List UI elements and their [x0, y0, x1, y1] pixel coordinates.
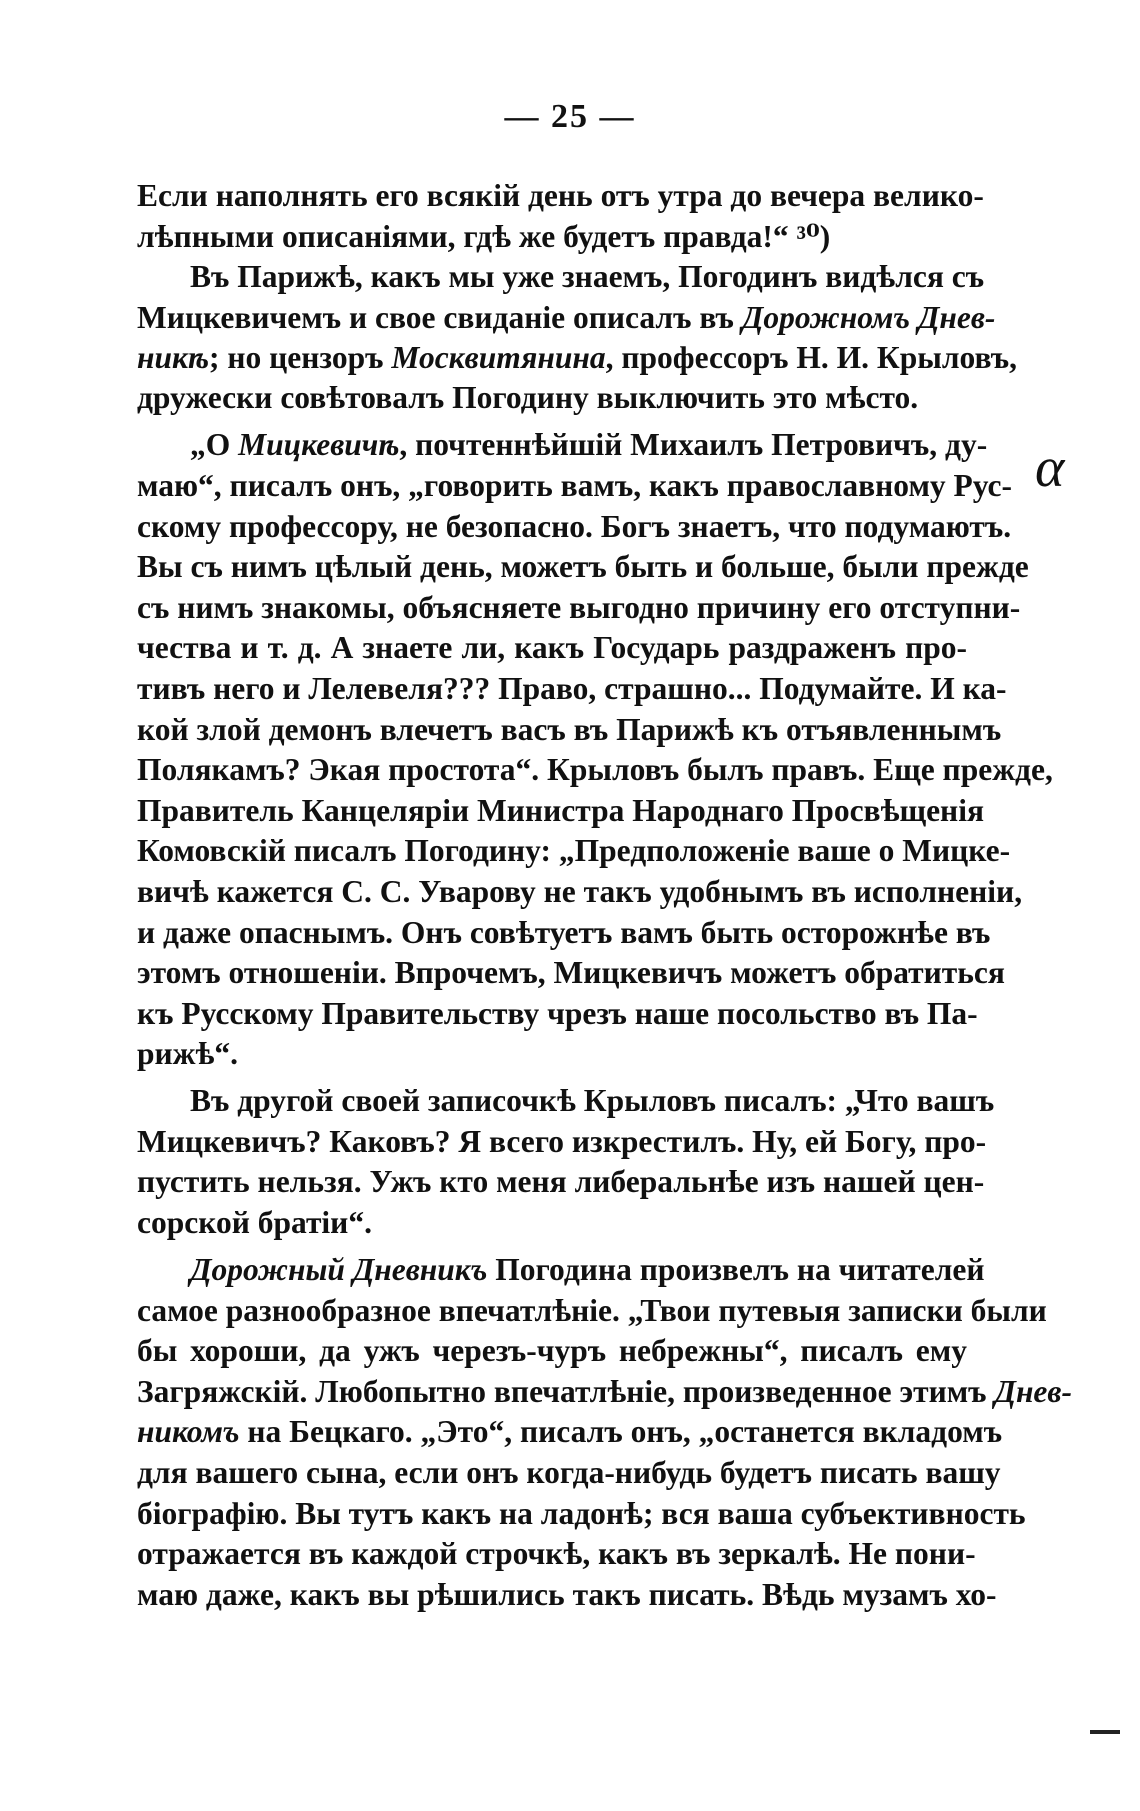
- text-line: Если наполнять его всякій день отъ утра до вечера велико-: [137, 178, 984, 213]
- text-line: тивъ него и Лелевеля??? Право, страшно... Подумайте. И ка-: [137, 671, 1007, 706]
- text-line: никѣ; но цензоръ Москвитянина, профессоръ Н. И. Крыловъ,: [137, 340, 1017, 375]
- text-line: бы хороши, да ужъ черезъ-чуръ небрежны“, писалъ ему: [137, 1333, 967, 1368]
- edge-mark: [1090, 1730, 1120, 1734]
- text-line: Въ Парижѣ, какъ мы уже знаемъ, Погодинъ видѣлся съ: [190, 259, 985, 294]
- text-line: и даже опаснымъ. Онъ совѣтуетъ вамъ быть осторожнѣе въ: [137, 915, 991, 950]
- text-line: сорской братіи“.: [137, 1205, 372, 1240]
- handwritten-margin-mark: α: [1035, 437, 1065, 499]
- page-number: — 25 —: [504, 98, 636, 135]
- text-line: къ Русскому Правительству чрезъ наше посольство въ Па-: [137, 996, 978, 1031]
- text-line: маю“, писалъ онъ, „говорить вамъ, какъ православному Рус-: [137, 468, 1013, 503]
- text-line: рижѣ“.: [137, 1036, 239, 1071]
- text-line: Правитель Канцеляріи Министра Народнаго Просвѣщенія: [137, 793, 984, 828]
- text-line: „О Мицкевичѣ, почтеннѣйшій Михаилъ Петровичъ, ду-: [190, 427, 988, 462]
- text-line: пустить нельзя. Ужъ кто меня либеральнѣе изъ нашей цен-: [137, 1164, 985, 1199]
- text-line: Загряжскій. Любопытно впечатлѣніе, произведенное этимъ Днев-: [137, 1374, 1072, 1409]
- text-line: никомъ на Бецкаго. „Это“, писалъ онъ, „останется вкладомъ: [137, 1414, 1003, 1449]
- text-line: Въ другой своей записочкѣ Крыловъ писалъ: „Что вашъ: [190, 1083, 995, 1118]
- text-line: скому профессору, не безопасно. Богъ знаетъ, что подумаютъ.: [137, 509, 1012, 544]
- text-line: лѣпными описаніями, гдѣ же будетъ правда!“ ³⁰): [137, 219, 831, 254]
- text-line: Мицкевичъ? Каковъ? Я всего изкрестилъ. Ну, ей Богу, про-: [137, 1124, 987, 1159]
- text-line: съ нимъ знакомы, объясняете выгодно причину его отступни-: [137, 590, 1021, 625]
- text-line: Мицкевичемъ и свое свиданіе описалъ въ Дорожномъ Днев-: [137, 300, 996, 335]
- text-line: біографію. Вы тутъ какъ на ладонѣ; вся ваша субъективность: [137, 1496, 1026, 1531]
- text-line: Комовскій писалъ Погодину: „Предположеніе ваше о Мицке-: [137, 833, 1011, 868]
- text-line: вичѣ кажется С. С. Уварову не такъ удобнымъ въ исполненіи,: [137, 874, 1023, 909]
- text-line: самое разнообразное впечатлѣніе. „Твои путевыя записки были: [137, 1293, 1047, 1328]
- text-line: кой злой демонъ влечетъ васъ въ Парижѣ къ отъявленнымъ: [137, 712, 1002, 747]
- text-line: Дорожный Дневникъ Погодина произвелъ на читателей: [190, 1252, 985, 1287]
- text-line: Вы съ нимъ цѣлый день, можетъ быть и больше, были прежде: [137, 549, 1029, 584]
- text-line: маю даже, какъ вы рѣшились такъ писать. Вѣдь музамъ хо-: [137, 1577, 997, 1612]
- text-line: для вашего сына, если онъ когда-нибудь будетъ писать вашу: [137, 1455, 1001, 1490]
- text-line: Полякамъ? Экая простота“. Крыловъ былъ правъ. Еще прежде,: [137, 752, 1053, 787]
- text-line: чества и т. д. А знаете ли, какъ Государь раздраженъ про-: [137, 630, 967, 665]
- text-line: этомъ отношеніи. Впрочемъ, Мицкевичъ можетъ обратиться: [137, 955, 1005, 990]
- text-line: дружески совѣтовалъ Погодину выключить это мѣсто.: [137, 380, 919, 415]
- text-line: отражается въ каждой строчкѣ, какъ въ зеркалѣ. Не пони-: [137, 1536, 976, 1571]
